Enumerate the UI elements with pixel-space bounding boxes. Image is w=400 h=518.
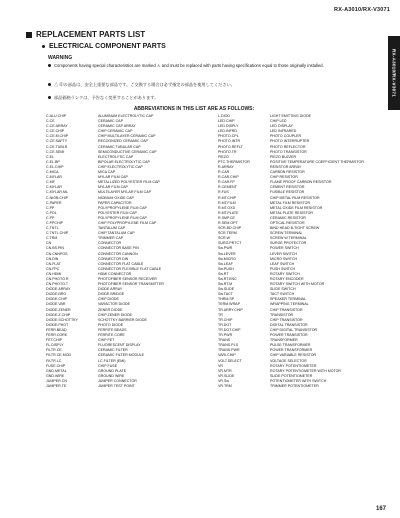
round-bullet-icon [48, 83, 51, 86]
page-title [26, 30, 145, 39]
abbreviation-meaning: CHIP RESISTOR [270, 175, 298, 180]
abbreviation-code: C.CE.SAFTY [46, 139, 68, 144]
abbreviations-table [46, 114, 382, 389]
abbreviation-code: Sw.RT.ENC [218, 277, 237, 281]
abbreviation-meaning: POSITIVE TEMPERATURE COEFFICIENT THERMISTOR [270, 159, 364, 164]
abbreviation-meaning: TACT SWITCH [270, 292, 295, 297]
abbreviation-code: VOLT.SELECT [218, 358, 242, 363]
abbreviation-code: R.CEMENT [218, 185, 237, 190]
abbreviation-meaning: ROTARY ENCODER [270, 277, 304, 281]
abbreviation-code: DIODE.BRG [46, 292, 67, 297]
abbreviation-code: LED.INFRD [218, 129, 237, 134]
abbreviation-code: FERR.BEAD [46, 327, 67, 332]
abbreviation-meaning: FLAME PROOF CARBON RESISTOR [270, 180, 332, 185]
abbreviation-meaning: CHIP LED [270, 119, 287, 124]
abbreviation-meaning: PHOTOFIBER SENSOR TRANSMITTER [98, 282, 164, 287]
abbreviation-code: C.CE [46, 119, 55, 124]
abbreviation-code: C.EL [46, 154, 54, 159]
abbreviation-code: VR.MTR [218, 368, 232, 373]
abbreviation-code: SCR.BD.CHIP [218, 226, 242, 231]
abbreviation-meaning: SCREW W TERMINAL [270, 236, 307, 241]
abbreviation-meaning: LED DISPLAY [270, 124, 293, 129]
abbreviation-code: FILTR.LC [46, 358, 62, 363]
abbreviation-meaning: FLUORESCENT DISPLAY [98, 343, 141, 348]
abbreviation-meaning: CHIP TANTALUM CAP [98, 231, 135, 236]
abbreviation-code: VR [218, 363, 223, 368]
abbreviation-meaning: CHIP VARIABLE RESISTOR [270, 353, 317, 358]
abbreviation-code: CN.PHOTO.R [46, 277, 69, 281]
abbreviation-meaning: LEAF SWITCH [270, 261, 295, 266]
abbreviation-code: GND.METAL [46, 368, 67, 373]
abbreviation-meaning: GROUND WIRE [98, 373, 125, 378]
abbreviation-code: GND.WIRE [46, 373, 65, 378]
abbreviation-meaning: MYLAR FILM CAP [98, 185, 128, 190]
abbreviation-code: C.PAPER [46, 200, 62, 205]
abbreviation-meaning: ROTARY SWITCH [270, 271, 300, 276]
abbreviation-code: R.CAR.CHIP [218, 175, 239, 180]
abbreviation-meaning: TANTALUM CAP [98, 226, 126, 231]
abbreviation-code: C.CE.M.CHIP [46, 134, 69, 139]
abbreviation-code: CN.BS.PIN [46, 246, 64, 251]
abbreviation-meaning: POWER SWITCH [270, 246, 299, 251]
abbreviations-right-column [218, 114, 382, 389]
abbreviation-code: DIODE.VAR [46, 302, 66, 307]
abbreviation-code: TERM.WRAP [218, 302, 240, 307]
abbreviation-code: C.MF [46, 180, 55, 185]
abbreviation-meaning: CEMENT RESISTOR [270, 185, 305, 190]
abbreviation-meaning: CHIP ELECTROLYTIC CAP [98, 164, 143, 169]
abbreviation-meaning: SLIDE POTENTIOMETER [270, 373, 313, 378]
abbreviation-meaning: CHIP TRANSISTOR [270, 317, 303, 322]
abbreviation-meaning: ALUMINUM ELECTROLYTIC CAP [98, 114, 154, 118]
abbreviation-code: FET.CHIP [46, 338, 62, 343]
abbreviation-code: Sw.PWR [218, 246, 233, 251]
abbreviation-code: CN.CNNPOS [46, 251, 68, 256]
abbreviation-code: C.NIOB.CHIP [46, 195, 68, 200]
abbreviation-code: FERR.CORE [46, 333, 68, 338]
abbreviation-code: FUSE.CHIP [46, 363, 66, 368]
abbreviation-code: C.TNTL.CHIP [46, 231, 69, 236]
abbreviation-meaning: HDMI CONNECTOR [98, 271, 132, 276]
abbreviation-code: SCR.TERM [218, 231, 237, 236]
abbreviation-code: TRANS.PWR [218, 348, 240, 353]
abbreviation-code: SURG.PRTCT [218, 241, 242, 246]
abbreviation-code: DIODE.PHOT [46, 322, 69, 327]
abbreviation-code: R.ARRAY [218, 164, 234, 169]
section-subtitle-text: ELECTRICAL COMPONENT PARTS [49, 43, 166, 50]
abbreviation-code: FILTR.CE.MOD [46, 353, 72, 358]
abbreviation-code: LED.DISPLY [218, 124, 239, 129]
abbreviation-code: TR [218, 312, 223, 317]
abbreviation-meaning: PUSH SWITCH [270, 266, 296, 271]
abbreviation-meaning: MYLAR FILM CAP [98, 175, 128, 180]
abbreviation-meaning: MICRO SWITCH [270, 256, 298, 261]
abbreviation-meaning: SCREW TERMINAL [270, 231, 303, 236]
abbreviation-meaning: GROUND PLATE [98, 368, 127, 373]
abbreviation-row [46, 384, 210, 389]
abbreviation-meaning: LC FILTER (EMI) [98, 358, 126, 363]
abbreviation-code: TRANS [218, 338, 231, 343]
abbreviation-code: R.CAR.FP [218, 180, 235, 185]
warning-item [48, 63, 378, 68]
abbreviation-meaning: METAL FILM RESISTOR [270, 200, 311, 205]
abbreviation-meaning: NIOBIUM OXIDE CAP [98, 195, 134, 200]
abbreviation-code: C.CE.CHIP [46, 129, 65, 134]
abbreviation-code: C.MYLAR [46, 175, 62, 180]
abbreviation-code: THRM.SP [218, 297, 235, 302]
abbreviation-code: VR.SLIDE [218, 373, 235, 378]
abbreviation-meaning: CONNECTOR DIN [98, 256, 129, 261]
abbreviation-meaning: OPTICAL RESISTOR [270, 220, 305, 225]
warning-item-text: Components having special characteristics are marked ⚠ and must be replaced with parts having specifications equal to those originally installed. [54, 63, 324, 68]
abbreviation-meaning: ELECTROLYTIC CAP [98, 154, 134, 159]
abbreviation-meaning: JUMPER CONNECTOR [98, 378, 137, 383]
abbreviation-code: PHOTO.INTR [218, 139, 241, 144]
abbreviation-meaning: CONNECTOR CANNON [98, 251, 138, 256]
warning-item [48, 95, 378, 100]
warning-label: WARNING [48, 55, 73, 61]
abbreviation-code: DIODE.ARRAY [46, 287, 71, 292]
abbreviation-code: FILTR.CE [46, 348, 62, 353]
abbreviation-code: C.MYLAR [46, 185, 62, 190]
abbreviation-code: TR.DGT.CHIP [218, 327, 241, 332]
abbreviation-code: C.MICA [46, 170, 59, 175]
abbreviation-meaning: VARACTOR DIODE [98, 302, 131, 307]
abbreviation-meaning: TRANSISTOR [270, 312, 294, 317]
abbreviation-meaning: CHIP DIGITAL TRANSISTOR [270, 327, 318, 332]
abbreviation-meaning: TRANSFORMER [270, 338, 298, 343]
abbreviation-meaning: TRIMMER POTENTIOMETER [270, 383, 319, 388]
abbreviation-code: Sw.RT.M [218, 282, 233, 287]
abbreviation-code: VR.Sw [218, 378, 229, 383]
abbreviation-meaning: TRIMMER CAP [98, 236, 124, 241]
side-tab [388, 36, 400, 110]
abbreviation-code: Sw.PUSH [218, 266, 234, 271]
abbreviation-code: R.FUS [218, 190, 229, 195]
abbreviation-code: VR.TRM [218, 383, 232, 388]
abbreviation-row [218, 384, 382, 389]
warning-item-text: △ 印の部品は、安全上重要な部品です。ご交換する場合は必ず指定の部品を使用してください。 [54, 82, 235, 87]
abbreviation-code: Sw.LEAF [218, 261, 233, 266]
abbreviation-meaning: VOLTAGE SELECTOR [270, 358, 307, 363]
abbreviation-meaning: SEMICONDUCTIVE CERAMIC CAP [98, 149, 157, 154]
abbreviation-meaning: ROTARY POTENTIOMETER WITH MOTOR [270, 368, 342, 373]
abbreviation-meaning: PHOTO INTERRUPTER [270, 139, 310, 144]
abbreviation-code: R.MT.PLATE [218, 210, 239, 215]
abbreviation-meaning: PHOTOFIBER SENSOR RECEIVER [98, 277, 157, 281]
abbreviation-code: C.PPCHIP [46, 220, 63, 225]
abbreviation-code: C.CE.ARRAY [46, 124, 68, 129]
abbreviation-meaning: POLYESTER FILM CAP [98, 210, 137, 215]
abbreviation-meaning: METALLIZED POLYESTER FILM CAP [98, 180, 160, 185]
abbreviation-meaning: PAPER CAPACITOR [98, 200, 132, 205]
abbreviation-code: C.MYLAR.ML [46, 190, 68, 195]
abbreviation-meaning: PHOTO DIODE [98, 322, 124, 327]
abbreviation-meaning: CHIP MULTILAYER CERAMIC CAP [98, 134, 156, 139]
abbreviation-meaning: CONNECTOR FLEXIBLE FLAT CABLE [98, 266, 162, 271]
abbreviation-code: C.PP [46, 215, 55, 220]
abbreviation-code: TR.ARRY.CHIP [218, 307, 243, 312]
abbreviation-meaning: RECOGNIZED CERAMIC CAP [98, 139, 148, 144]
abbreviation-meaning: CHIP DIODE [98, 297, 119, 302]
abbreviation-meaning: DIODE BRIDGE [98, 292, 125, 297]
abbreviation-code: TR.CHIP [218, 317, 233, 322]
abbreviation-meaning: CHIP FET [98, 338, 115, 343]
abbreviation-code: R.MT.FILM [218, 200, 236, 205]
abbreviation-code: CN.FLAT [46, 261, 61, 266]
abbreviation-code: FL.DISPLY [46, 343, 64, 348]
abbreviation-meaning: CHIP CERAMIC CAP [98, 129, 133, 134]
abbreviation-meaning: PULSE TRANSFORMER [270, 343, 311, 348]
abbreviation-code: C.TNTL [46, 226, 59, 231]
abbreviation-meaning: FERRITE BEADS [98, 327, 127, 332]
warning-item-text: 部品価格ランクは、予告なく変更することがあります。 [54, 95, 159, 100]
side-tab-label: RX-A3010/RX-V3071 [391, 48, 397, 98]
abbreviation-meaning: MICA CAP [98, 170, 116, 175]
abbreviation-code: R.CAR [218, 170, 230, 175]
abbreviation-code: JUMPER.TE [46, 383, 67, 388]
abbreviation-meaning: ROTARY POTENTIOMETER [270, 363, 317, 368]
abbreviations-left-column [46, 114, 210, 389]
abbreviation-meaning: PHOTO COUPLER [270, 134, 302, 139]
abbreviation-meaning: POWER TRANSFORMER [270, 348, 313, 353]
abbreviation-meaning: WRAPPING TERMINAL [270, 302, 309, 307]
abbreviation-meaning: CONNECTOR BASE PIN [98, 246, 139, 251]
abbreviation-code: TR.DGT [218, 322, 232, 327]
abbreviation-meaning: CERAMIC CAP [98, 119, 123, 124]
abbreviation-code: Sw.TACT [218, 292, 233, 297]
abbreviation-meaning: POLYPROPYLENE FILM CAP [98, 205, 147, 210]
abbreviation-code: C.EL.BP [46, 159, 60, 164]
abbreviation-code: CN [46, 241, 52, 246]
abbreviation-meaning: CERAMIC RESISTOR [270, 215, 306, 220]
abbreviation-meaning: ROTARY SWITCH WITH MOTOR [270, 282, 325, 287]
abbreviation-code: R.SEM.OPT [218, 220, 238, 225]
abbreviation-meaning: SPEAKER TERMINAL [270, 297, 307, 302]
abbreviation-code: C.CE.TUBLR [46, 144, 68, 149]
abbreviation-meaning: CERAMIC TUBULAR CAP [98, 144, 141, 149]
abbreviation-meaning: DIGITAL TRANSISTOR [270, 322, 308, 327]
abbreviation-code: C.EL.CHIP [46, 164, 64, 169]
model-number: RX-A3010/RX-V3071 [334, 7, 390, 13]
abbreviation-meaning: CHIP METAL FILM RESISTOR [270, 195, 320, 200]
abbreviation-code: PTC.THERMISTOR [218, 159, 250, 164]
square-bullet-icon [26, 32, 32, 38]
section-subtitle [42, 43, 166, 50]
abbreviation-meaning: LIGHT EMITTING DIODE [270, 114, 312, 118]
abbreviation-meaning: PHOTO TRANSISTOR [270, 149, 307, 154]
abbreviations-title: ABBREVIATIONS IN THIS LIST ARE AS FOLLOWS: [133, 106, 255, 112]
abbreviation-meaning: METAL OXIDE FILM RESISTOR [270, 205, 323, 210]
abbreviation-code: CN.FPC [46, 266, 60, 271]
abbreviation-meaning: CERAMIC FILTER MODULE [98, 353, 145, 358]
abbreviation-meaning: SCHOTTKY BARRIER DIODE [98, 317, 147, 322]
abbreviation-code: R.MT.CHIP [218, 195, 236, 200]
abbreviation-code: TRANS.PLS [218, 343, 238, 348]
abbreviation-code: PHOTO.REFLT [218, 144, 243, 149]
abbreviation-meaning: FERRITE CORE [98, 333, 125, 338]
abbreviation-code: Sw.RT [218, 271, 229, 276]
abbreviation-code: DIODE.ZENER [46, 307, 71, 312]
abbreviation-code: CN.HDMI [46, 271, 62, 276]
abbreviation-code: C.TRM [46, 236, 58, 241]
abbreviation-code: PIEZO [218, 154, 229, 159]
abbreviation-meaning: FUSIBLE RESISTOR [270, 190, 305, 195]
abbreviation-meaning: CHIP FUSE [98, 363, 118, 368]
round-bullet-icon [48, 96, 51, 99]
abbreviation-meaning: LED INFRARED [270, 129, 297, 134]
abbreviation-code: DIODE.CHIP [46, 297, 67, 302]
abbreviation-meaning: SURGE PROTECTOR [270, 241, 307, 246]
abbreviation-meaning: RESISTOR ARRAY [270, 164, 302, 169]
abbreviation-meaning: MULTILAYER MYLAR FILM CAP [98, 190, 151, 195]
abbreviation-meaning: JUMPER TEST POINT [98, 383, 135, 388]
abbreviation-code: R.SMP.CE [218, 215, 235, 220]
abbreviation-meaning: PHOTO REFLECTOR [270, 144, 306, 149]
abbreviation-meaning: CHIP POLYPROPYLENE FILM CAP [98, 220, 157, 225]
abbreviation-code: TR.PWR [218, 333, 233, 338]
abbreviation-meaning: CERAMIC FILTER [98, 348, 128, 353]
abbreviation-code: Sw.LEVER [218, 251, 236, 256]
abbreviation-code: Sw.MICRO [218, 256, 236, 261]
abbreviation-code: DIODE.SCHOTTKY [46, 317, 78, 322]
abbreviation-code: C.CE.SEMI [46, 149, 65, 154]
abbreviation-code: Sw.SLIDE [218, 287, 235, 292]
abbreviation-code: DIODE.Z.CHIP [46, 312, 71, 317]
abbreviation-meaning: BIND HEAD B-TIGHT SCREW [270, 226, 320, 231]
abbreviation-meaning: CONNECTOR [98, 241, 122, 246]
round-bullet-icon [48, 64, 51, 67]
abbreviation-code: SCR.W [218, 236, 230, 241]
abbreviation-code: L.DIOD [218, 114, 230, 118]
abbreviation-meaning: CHIP TRANSISTOR [270, 307, 303, 312]
abbreviation-code: CN.PHOTO.T [46, 282, 69, 287]
abbreviation-code: R.MT.OXD [218, 205, 236, 210]
abbreviation-meaning: DIODE ARRAY [98, 287, 123, 292]
abbreviation-meaning: POWER TRANSISTOR [270, 333, 308, 338]
abbreviation-code: JUMPER.CN [46, 378, 67, 383]
abbreviation-meaning: ZENER DIODE [98, 307, 123, 312]
abbreviation-meaning: CARBON RESISTOR [270, 170, 305, 175]
abbreviation-code: VARI.CHIP [218, 353, 236, 358]
page-number: 167 [375, 506, 386, 512]
abbreviation-code: PHOTO.CPL [218, 134, 239, 139]
abbreviation-code: PHOTO.TR [218, 149, 237, 154]
abbreviation-meaning: BIPOLAR ELECTROLYTIC CAP [98, 159, 150, 164]
abbreviation-meaning: CHIP ZENER DIODE [98, 312, 133, 317]
abbreviation-code: C.ALU.CHIP [46, 114, 67, 118]
abbreviation-code: LED.CHIP [218, 119, 235, 124]
abbreviation-meaning: METAL PLATE RESISTOR [270, 210, 314, 215]
abbreviation-code: C.PP [46, 205, 55, 210]
abbreviation-code: C.POL [46, 210, 57, 215]
abbreviation-meaning: CONNECTOR FLAT CABLE [98, 261, 144, 266]
round-bullet-icon [42, 45, 45, 48]
abbreviation-code: CN.DIN [46, 256, 59, 261]
warning-item [48, 82, 378, 87]
page-title-text: REPLACEMENT PARTS LIST [36, 30, 146, 39]
abbreviation-meaning: PIEZO BUZZER [270, 154, 297, 159]
abbreviation-meaning: LEVER SWITCH [270, 251, 297, 256]
abbreviation-meaning: POLYPROPYLENE FILM CAP [98, 215, 147, 220]
abbreviation-meaning: SLIDE SWITCH [270, 287, 296, 292]
abbreviation-meaning: CERAMIC CAP ARRAY [98, 124, 136, 129]
abbreviation-meaning: POTENTIOMETER WITH SWITCH [270, 378, 327, 383]
